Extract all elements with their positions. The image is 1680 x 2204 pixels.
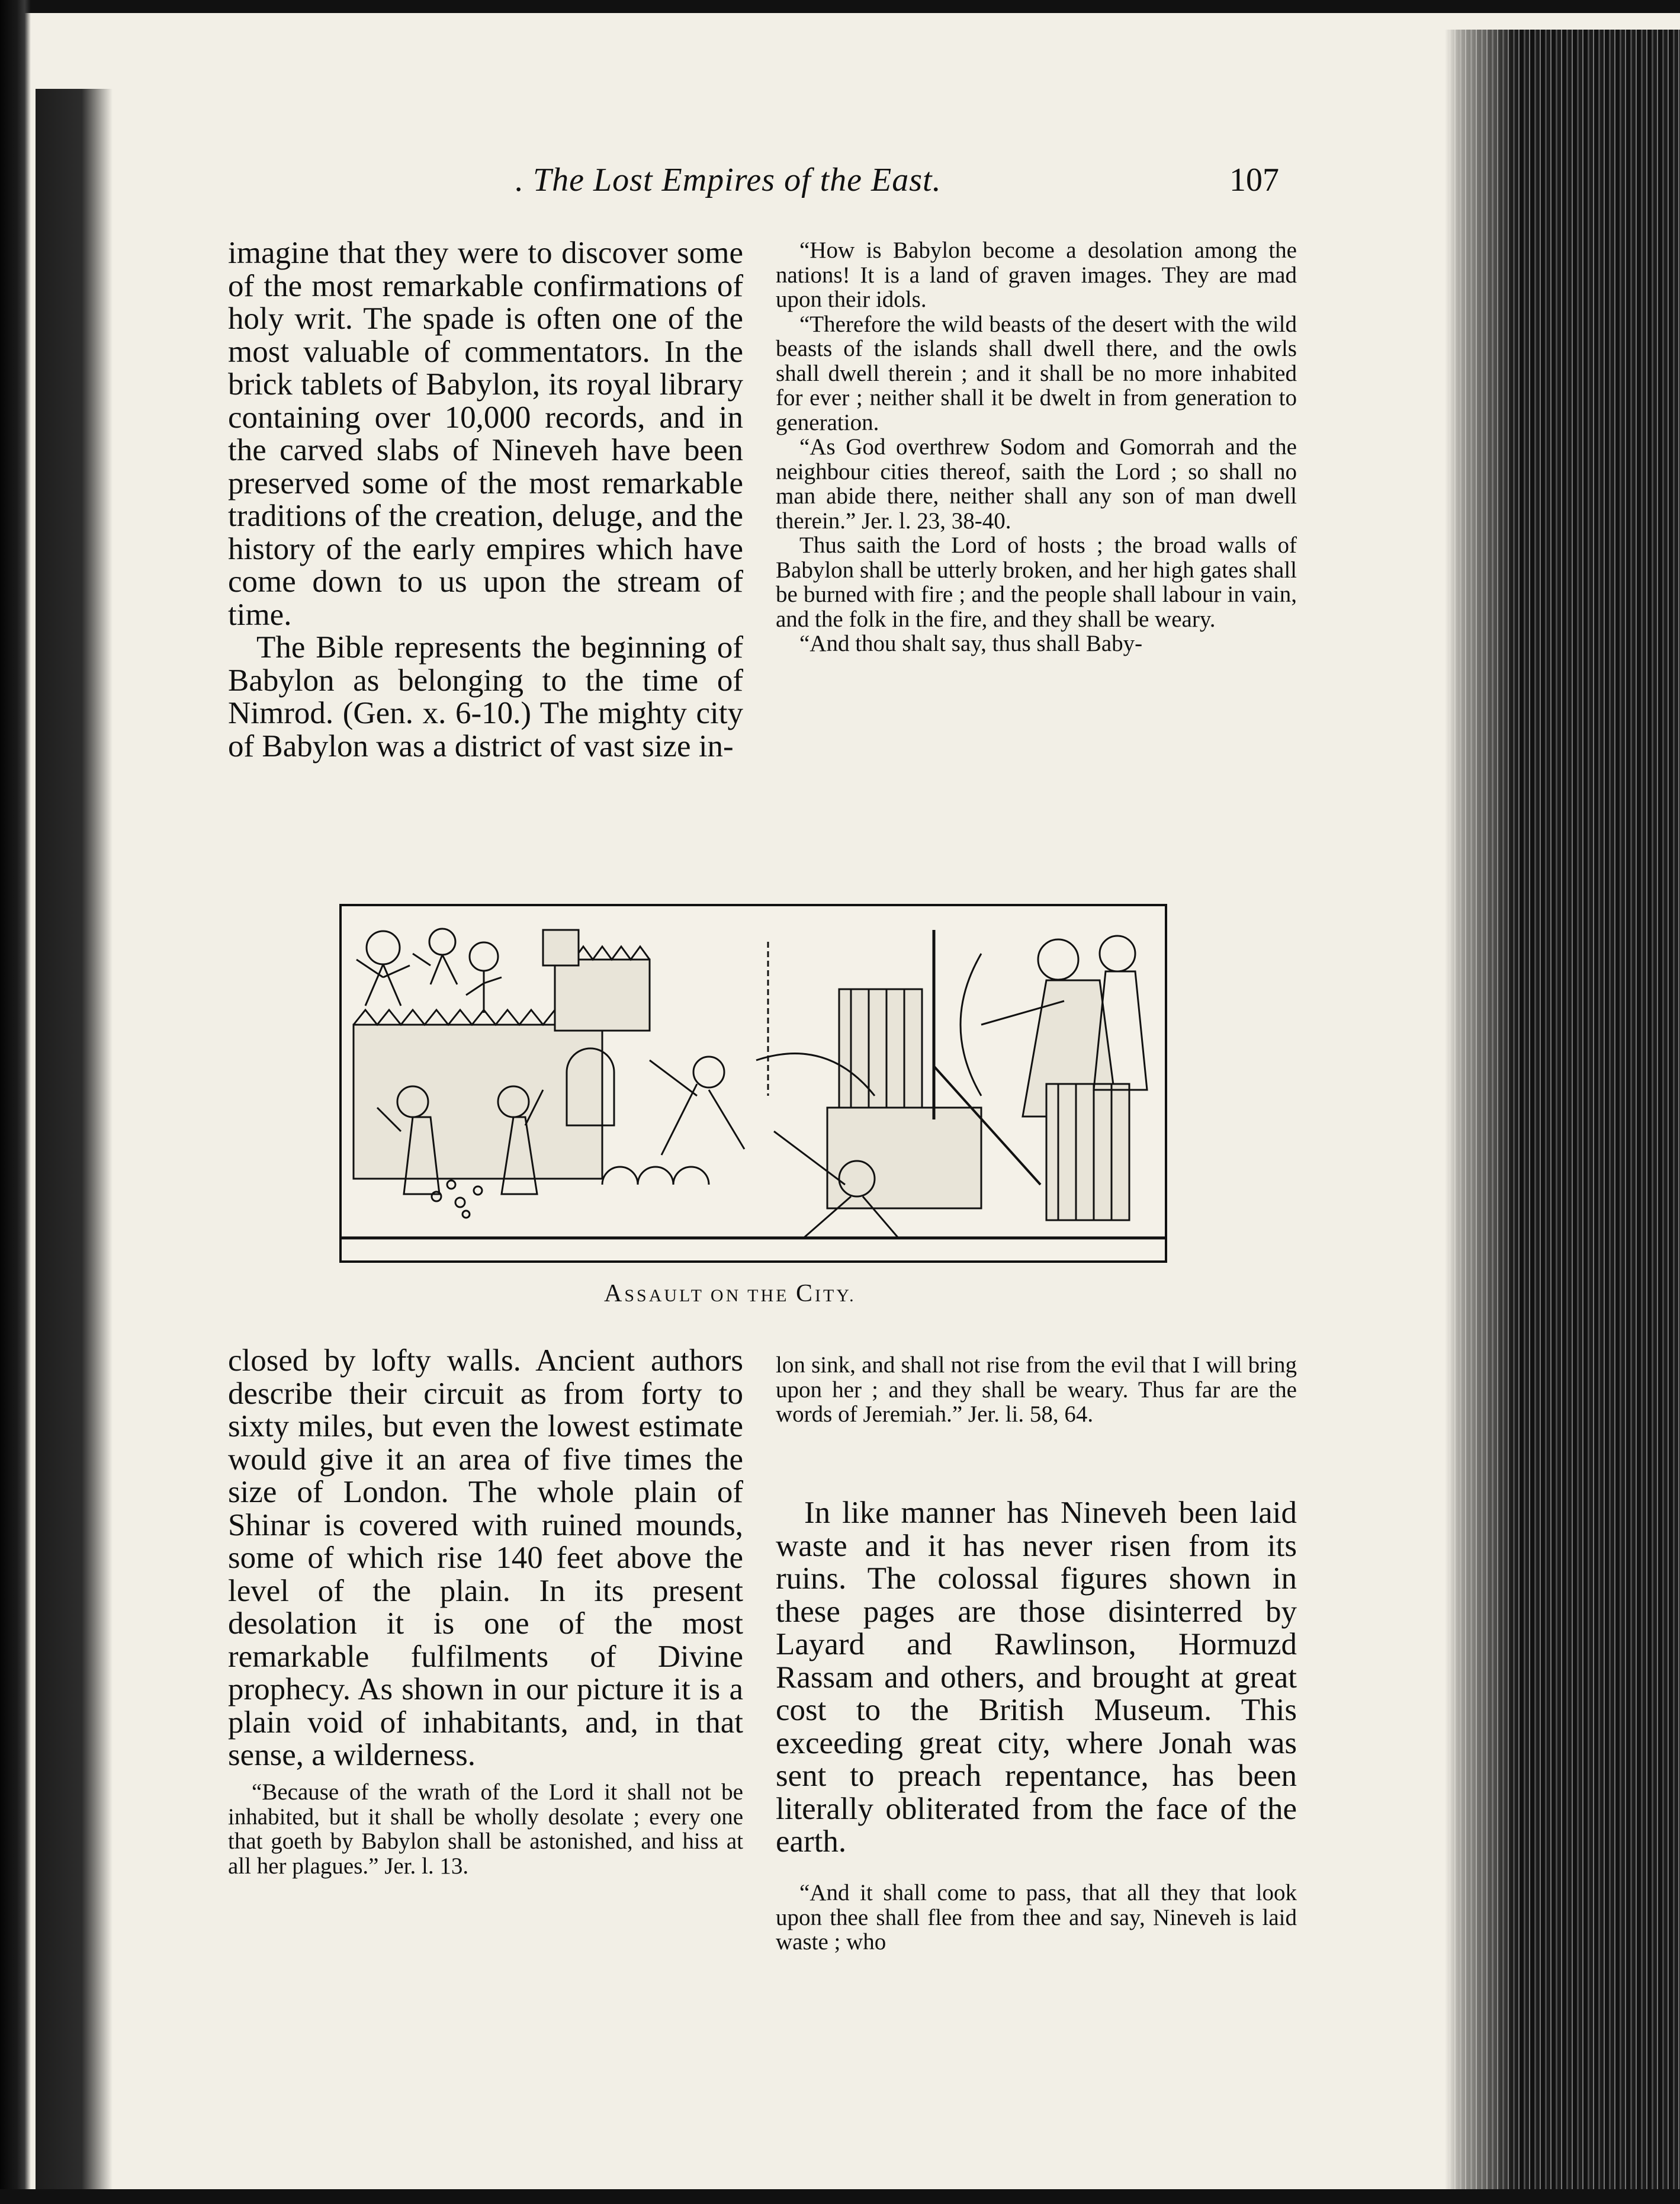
left-column-bottom bbox=[228, 1345, 743, 1772]
scan-left-edge bbox=[0, 0, 31, 2204]
caption-text: SSAULT ON THE bbox=[624, 1286, 796, 1305]
paragraph: The Bible represents the beginning of Babylon as belonging to the time of Nimrod. (Gen. x. 6-10.) The mighty city of Babylon was a district of vast size in- bbox=[228, 630, 743, 763]
paragraph: imagine that they were to discover some of the most remarkable confirmations of holy writ. The spade is often one of the most valuable of commentators. In the brick tablets of Babylon, its royal library containing over 10,000 records, and in the carved slabs of Nineveh have been preserved some of the most remarkable traditions of the creation, deluge, and the history of the early empires which have come down to us upon the stream of time. bbox=[228, 236, 743, 632]
quote-paragraph: “Because of the wrath of the Lord it shall not be inhabited, but it shall be wholly desolate ; every one that goeth by Babylon shall be astonished, and hiss at all her plagues.” Jer. l. 13. bbox=[228, 1779, 743, 1879]
scan-gutter-shadow bbox=[36, 89, 113, 2197]
paragraph: In like manner has Nineveh been laid waste and it has never risen from its ruins. The colossal figures shown in these pages are those disinterred by Layard and Rawlinson, Hormuzd Rassam and others, and brought at great cost to the British Museum. This exceeding great city, where Jonah was sent to preach repentance, has been literally obliterated from the face of the earth. bbox=[776, 1496, 1297, 1859]
quote-paragraph: lon sink, and shall not rise from the evil that I will bring upon her ; and they shall be weary. Thus far are the words of Jeremiah.” Jer. li. 58, 64. bbox=[776, 1352, 1297, 1427]
scan-top-edge bbox=[0, 0, 1680, 13]
right-column-bottom-quote bbox=[776, 1353, 1297, 1427]
paragraph: closed by lofty walls. Ancient authors describe their circuit as from forty to sixty miles, but even the lowest estimate would give it an area of five times the size of London. The whole plain of Shinar is covered with ruined mounds, some of which rise 140 feet above the level of the plain. In its present desolation it is one of the most remarkable fulfilments of Divine prophecy. As shown in our picture it is a plain void of inhabitants, and, in that sense, a wilderness. bbox=[228, 1343, 743, 1772]
figure-caption bbox=[604, 1279, 856, 1308]
quote-paragraph: Thus saith the Lord of hosts ; the broad walls of Babylon shall be utterly broken, and her high gates shall be burned with fire ; and the people shall labour in vain, and the folk in the fire, and they shall be weary. bbox=[776, 532, 1297, 632]
right-column-top bbox=[776, 238, 1297, 656]
quote-paragraph: “How is Babylon become a desolation among the nations! It is a land of graven images. They are mad upon their idols. bbox=[776, 238, 1297, 312]
assault-illustration bbox=[339, 904, 1167, 1263]
running-head: . The Lost Empires of the East. bbox=[515, 162, 942, 198]
caption-initial: C bbox=[796, 1280, 815, 1307]
quote-paragraph: “Therefore the wild beasts of the desert with the wild beasts of the islands shall dwell there, and the owls shall dwell therein ; and it shall be no more inhabited for ever ; neither shall it be dwelt in from generation to generation. bbox=[776, 311, 1297, 435]
illustration-drawing bbox=[342, 906, 1165, 1260]
caption-text: ITY. bbox=[815, 1286, 856, 1305]
quote-paragraph: “And it shall come to pass, that all they that look upon thee shall flee from thee and say, Nineveh is laid waste ; who bbox=[776, 1880, 1297, 1955]
quote-paragraph: “And thou shalt say, thus shall Baby- bbox=[799, 631, 1143, 656]
left-column-top bbox=[228, 237, 743, 763]
page-number: 107 bbox=[1229, 162, 1279, 198]
scan-bottom-edge bbox=[0, 2189, 1680, 2204]
quote-paragraph: “As God overthrew Sodom and Gomorrah and the neighbour cities thereof, saith the Lord ; so shall no man abide there, neither shall any son of man dwell therein.” Jer. l. 23, 38-40. bbox=[776, 434, 1297, 534]
right-bottom-quote bbox=[776, 1881, 1297, 1955]
caption-initial: A bbox=[604, 1280, 625, 1307]
scan-right-fade bbox=[1445, 30, 1516, 2204]
left-bottom-quote bbox=[228, 1780, 743, 1878]
right-column-bottom bbox=[776, 1497, 1297, 1859]
